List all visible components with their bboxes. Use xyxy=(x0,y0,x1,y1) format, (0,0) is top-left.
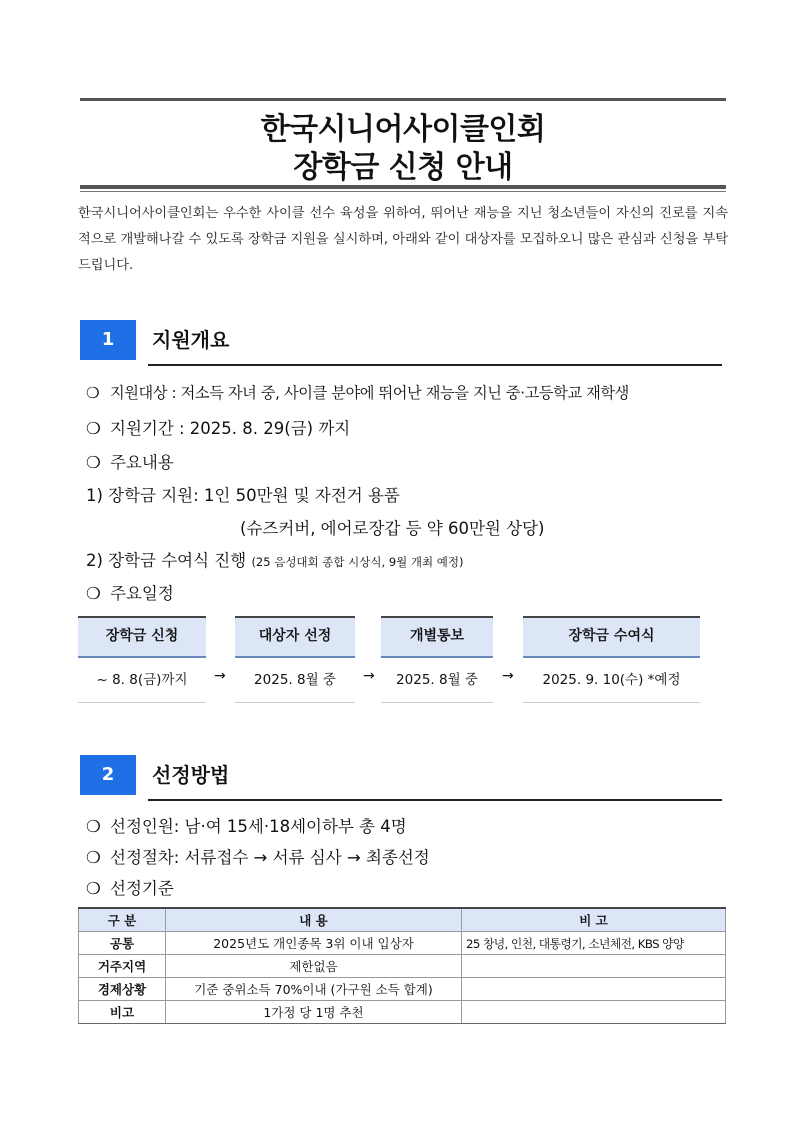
schedule-step-notice: 개별통보 xyxy=(381,616,493,658)
bullet-circle-icon: ❍ xyxy=(86,848,101,867)
table-cell: 비고 xyxy=(79,1001,166,1024)
bullet-circle-icon: ❍ xyxy=(86,384,100,402)
title-bottom-rule-thin xyxy=(80,191,726,192)
scholarship-support-item: 1) 장학금 지원: 1인 50만원 및 자전거 용품 xyxy=(86,486,400,505)
bullet-circle-icon: ❍ xyxy=(86,817,101,836)
bullet-circle-icon: ❍ xyxy=(86,419,101,438)
criteria-table xyxy=(78,907,726,1024)
scholarship-support-detail: (슈즈커버, 에어로장갑 등 약 60만원 상당) xyxy=(240,519,545,538)
award-ceremony-note: (25 음성대회 종합 시상식, 9월 개최 예정) xyxy=(251,555,464,569)
arrow-right-icon: → xyxy=(214,668,226,684)
award-ceremony-item: 2) 장학금 수여식 진행 (25 음성대회 종합 시상식, 9월 개최 예정) xyxy=(86,551,464,570)
section-2-number: 2 xyxy=(80,755,136,795)
table-cell: 2025년도 개인종목 3위 이내 입상자 xyxy=(166,932,462,955)
table-cell xyxy=(462,1001,726,1024)
support-period-item: ❍ 지원기간 : 2025. 8. 29(금) 까지 xyxy=(86,419,351,438)
page-title-line1: 한국시니어사이클인회 xyxy=(260,112,546,147)
schedule-date-selection: 2025. 8월 중 xyxy=(254,672,336,688)
arrow-right-icon: → xyxy=(363,668,375,684)
table-cell xyxy=(462,978,726,1001)
table-row xyxy=(79,978,726,1001)
bullet-circle-icon: ❍ xyxy=(86,584,101,603)
bullet-circle-icon: ❍ xyxy=(86,453,101,472)
schedule-date-notice: 2025. 8월 중 xyxy=(396,672,478,688)
table-cell: 경제상황 xyxy=(79,978,166,1001)
table-cell: 공통 xyxy=(79,932,166,955)
schedule-step-selection: 대상자 선정 xyxy=(235,616,355,658)
table-row xyxy=(79,955,726,978)
schedule-divider xyxy=(381,702,493,703)
selection-process-item: ❍ 선정절차: 서류접수 → 서류 심사 → 최종선정 xyxy=(86,848,430,867)
section-2-underline xyxy=(148,799,722,801)
section-1-underline xyxy=(148,364,722,366)
schedule-divider xyxy=(78,702,206,703)
table-cell xyxy=(462,955,726,978)
schedule-step-apply: 장학금 신청 xyxy=(78,616,206,658)
table-header-remarks: 비 고 xyxy=(462,908,726,932)
title-top-rule xyxy=(80,98,726,101)
intro-paragraph: 한국시니어사이클인회는 우수한 사이클 선수 육성을 위하여, 뛰어난 재능을 지닌 청소년들이 자신의 진로를 지속적으로 개발해나갈 수 있도록 장학금 지원을 실시하며, 아래와 같이 대상자를 모집하오니 많은 관심과 신청을 부탁드립니다. xyxy=(78,206,728,273)
table-row xyxy=(79,932,726,955)
table-cell: 제한없음 xyxy=(166,955,462,978)
schedule-date-ceremony: 2025. 9. 10(수) *예정 xyxy=(542,672,681,688)
schedule-step-ceremony: 장학금 수여식 xyxy=(523,616,700,658)
table-cell: 1가정 당 1명 추천 xyxy=(166,1001,462,1024)
schedule-label-item: ❍ 주요일정 xyxy=(86,584,174,603)
selection-count-item: ❍ 선정인원: 남·여 15세·18세이하부 총 4명 xyxy=(86,817,407,836)
table-header-row xyxy=(79,908,726,932)
table-cell: 거주지역 xyxy=(79,955,166,978)
table-header-content: 내 용 xyxy=(166,908,462,932)
selection-criteria-item: ❍ 선정기준 xyxy=(86,879,174,898)
main-content-item: ❍ 주요내용 xyxy=(86,453,174,472)
section-2-title: 선정방법 xyxy=(152,763,230,787)
schedule-date-apply: ~ 8. 8(금)까지 xyxy=(96,672,188,688)
table-row xyxy=(79,1001,726,1024)
table-cell: 기준 중위소득 70%이내 (가구원 소득 합계) xyxy=(166,978,462,1001)
support-target-item: ❍ 지원대상 : 저소득 자녀 중, 사이클 분야에 뛰어난 재능을 지닌 중·고등학교 재학생 xyxy=(86,384,629,402)
page-title-line2: 장학금 신청 안내 xyxy=(293,150,513,185)
arrow-right-icon: → xyxy=(502,668,514,684)
table-header-category: 구 분 xyxy=(79,908,166,932)
schedule-divider xyxy=(523,702,700,703)
section-1-number: 1 xyxy=(80,320,136,360)
table-cell: 25 창녕, 인천, 대통령기, 소년체전, KBS 양양 xyxy=(462,932,726,955)
schedule-divider xyxy=(235,702,355,703)
bullet-circle-icon: ❍ xyxy=(86,879,101,898)
title-bottom-rule xyxy=(80,185,726,189)
section-1-title: 지원개요 xyxy=(152,328,230,352)
